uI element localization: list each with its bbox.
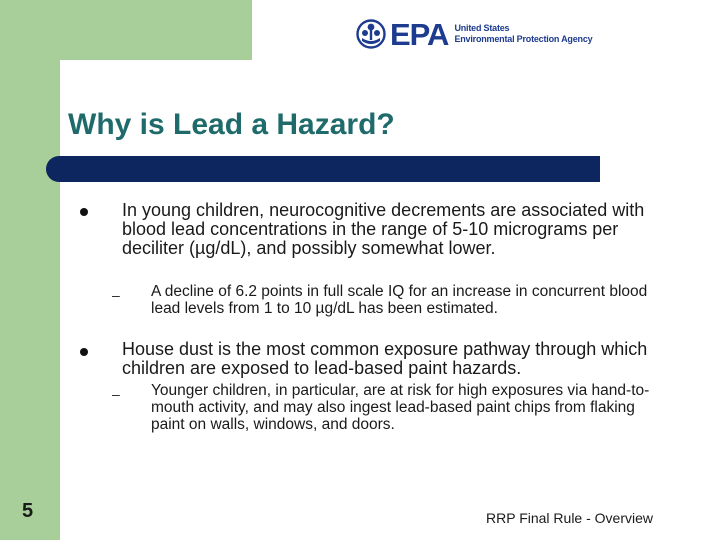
bullet-2-text: House dust is the most common exposure pathway through which children are exposed to lead-based paint hazards. — [122, 339, 648, 378]
epa-flower-icon — [356, 19, 386, 49]
footer-text: RRP Final Rule - Overview — [486, 510, 654, 526]
bullet-1-text: In young children, neurocognitive decrements are associated with blood lead concentrations in the range of 5-10 micrograms per deciliter (µg/dL), and possibly somewhat lower. — [122, 200, 645, 258]
epa-logo — [356, 14, 592, 54]
epa-wordmark: EPA — [390, 16, 449, 52]
slide-title: Why is Lead a Hazard? — [68, 108, 395, 141]
dash-marker: – — [112, 386, 120, 402]
agency-name — [454, 23, 592, 45]
agency-line-1: United States — [454, 23, 510, 33]
title-underline-bar — [46, 156, 600, 182]
bullet-2-sub-text: Younger children, in particular, are at risk for high exposures via hand-to-mouth activity, and may also ingest lead-based paint chips from flaking paint on walls, windows, and doors. — [151, 382, 650, 433]
bullet-icon — [80, 348, 88, 356]
bullet-1-sub-text: A decline of 6.2 points in full scale IQ for an increase in concurrent blood lead levels from 1 to 10 µg/dL has been estimated. — [151, 283, 648, 317]
green-top-band — [0, 0, 252, 60]
dash-marker: – — [112, 287, 120, 303]
bullet-icon — [80, 208, 88, 216]
page-number: 5 — [22, 500, 34, 522]
green-side-band — [0, 0, 60, 540]
agency-line-2: Environmental Protection Agency — [454, 34, 593, 44]
